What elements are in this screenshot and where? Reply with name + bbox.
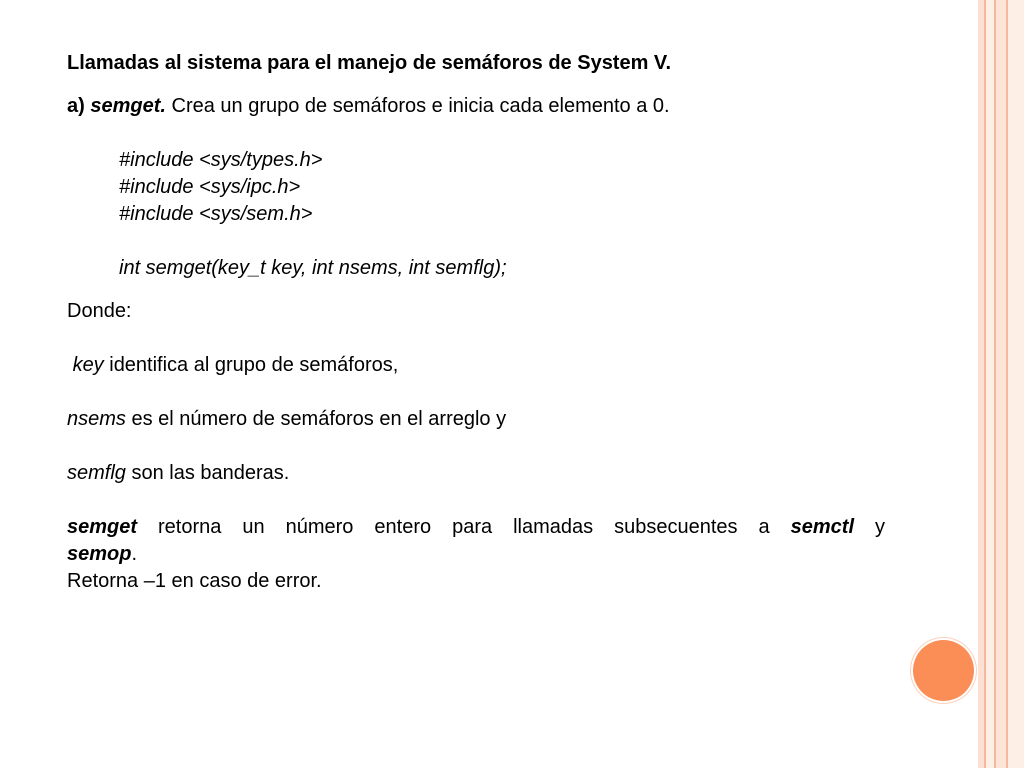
code-block xyxy=(67,147,885,282)
returns-period: . xyxy=(131,543,138,565)
section-a-prefix: a) xyxy=(67,95,85,117)
return-function: semget xyxy=(67,516,138,538)
returns-text-y: y xyxy=(854,516,885,538)
function-prototype: int semget(key_t key, int nsems, int semflg); xyxy=(119,257,507,279)
stripe xyxy=(1008,0,1024,768)
param-desc: son las banderas. xyxy=(125,462,290,484)
param-semflg xyxy=(67,460,885,487)
donde-label: Donde: xyxy=(67,300,132,322)
return-function-semop: semop xyxy=(67,543,132,565)
decorative-stripes xyxy=(978,0,1024,768)
section-a-function: semget. xyxy=(90,95,166,117)
param-desc: identifica al grupo de semáforos, xyxy=(103,354,399,376)
slide-title: Llamadas al sistema para el manejo de semáforos de System V. xyxy=(67,52,671,74)
param-nsems xyxy=(67,406,885,433)
returns-error: Retorna –1 en caso de error. xyxy=(67,570,322,592)
stripe xyxy=(986,0,994,768)
return-function-semctl: semctl xyxy=(790,516,855,538)
param-name: key xyxy=(72,354,104,376)
param-name: nsems xyxy=(67,408,126,430)
param-desc: es el número de semáforos en el arreglo y xyxy=(125,408,507,430)
include-line: #include <sys/sem.h> xyxy=(119,203,313,225)
stripe xyxy=(996,0,1006,768)
returns-line xyxy=(67,514,885,541)
returns-text: retorna un número entero para llamadas subsecuentes a xyxy=(137,516,791,538)
include-line: #include <sys/types.h> xyxy=(119,149,323,171)
param-key xyxy=(67,352,885,379)
section-a-text: Crea un grupo de semáforos e inicia cada elemento a 0. xyxy=(165,95,670,117)
returns-line-2 xyxy=(67,541,885,568)
param-name: semflg xyxy=(67,462,126,484)
decorative-circle xyxy=(913,640,974,701)
slide-content xyxy=(67,50,885,595)
section-a xyxy=(67,93,885,120)
include-line: #include <sys/ipc.h> xyxy=(119,176,301,198)
